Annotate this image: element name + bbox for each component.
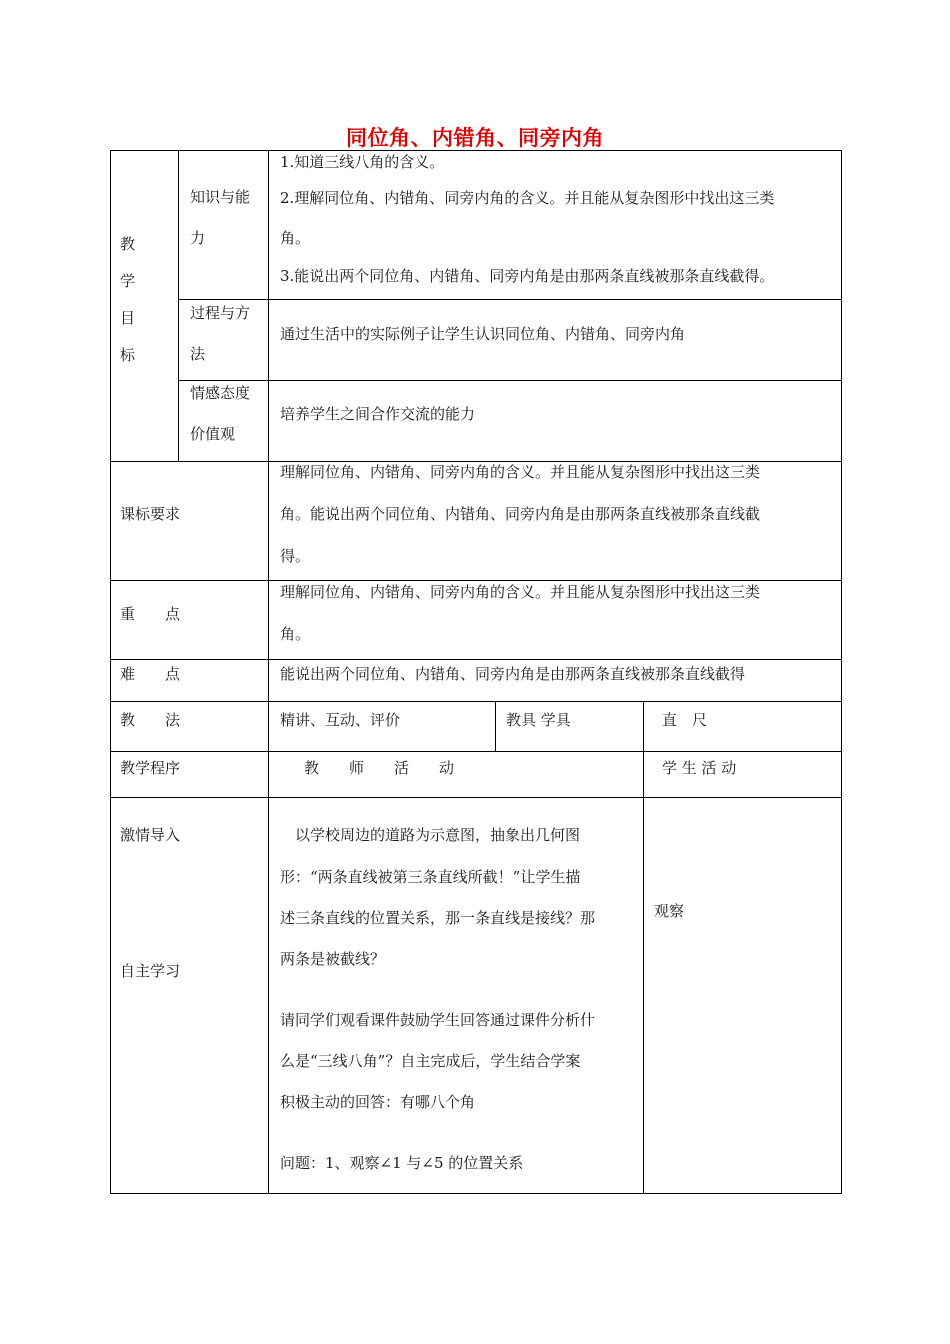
table-line bbox=[110, 701, 842, 702]
process-content: 通过生活中的实际例子让学生认识同位角、内错角、同旁内角 bbox=[280, 325, 686, 343]
intro-para1-line: 形：“两条直线被第三条直线所截！”让学生描 bbox=[280, 868, 581, 886]
intro-para2-line: 积极主动的回答：有哪八个角 bbox=[280, 1093, 476, 1111]
table-line bbox=[841, 150, 842, 1194]
difficulty-label: 难 点 bbox=[120, 665, 181, 683]
intro-para2-line: 请同学们观看课件鼓励学生回答通过课件分析什 bbox=[280, 1011, 596, 1029]
table-line bbox=[110, 150, 842, 151]
emotion-content: 培养学生之间合作交流的能力 bbox=[280, 405, 476, 423]
tools-value: 直 尺 bbox=[662, 711, 708, 729]
self-study-label: 自主学习 bbox=[120, 962, 181, 980]
table-line bbox=[110, 797, 842, 798]
table-line bbox=[178, 299, 842, 300]
objectives-label bbox=[120, 226, 140, 374]
knowledge-content-line: 角。 bbox=[280, 229, 311, 247]
knowledge-content-line: 3.能说出两个同位角、内错角、同旁内角是由那两条直线被那条直线截得。 bbox=[280, 267, 775, 285]
process-label-line2: 法 bbox=[190, 345, 206, 363]
process-label-line1: 过程与方 bbox=[190, 304, 251, 322]
tools-label: 教具 学具 bbox=[506, 711, 571, 729]
knowledge-label-line2: 力 bbox=[190, 229, 206, 247]
document-title: 同位角、内错角、同旁内角 bbox=[346, 126, 604, 150]
intro-para1-line: 两条是被截线？ bbox=[280, 950, 386, 968]
teacher-activity-header: 教 师 活 动 bbox=[304, 759, 455, 777]
knowledge-content-line: 2.理解同位角、内错角、同旁内角的含义。并且能从复杂图形中找出这三类 bbox=[280, 189, 775, 207]
standard-content-line: 得。 bbox=[280, 547, 311, 565]
knowledge-label-line1: 知识与能 bbox=[190, 188, 251, 206]
table-line bbox=[643, 701, 644, 1194]
intro-question: 问题：1、观察∠1 与∠5 的位置关系 bbox=[280, 1154, 524, 1172]
objectives-label-char: 学 bbox=[120, 272, 136, 290]
table-line bbox=[178, 380, 842, 381]
method-label: 教 法 bbox=[120, 711, 181, 729]
emotion-label-line2: 价值观 bbox=[190, 425, 236, 443]
key-point-content-line: 角。 bbox=[280, 625, 311, 643]
table-line bbox=[110, 150, 111, 1194]
intro-para1-line: 以学校周边的道路为示意图，抽象出几何图 bbox=[280, 826, 581, 844]
standard-content-line: 理解同位角、内错角、同旁内角的含义。并且能从复杂图形中找出这三类 bbox=[280, 463, 761, 481]
objectives-label-char: 目 bbox=[120, 309, 136, 327]
standard-content-line: 角。能说出两个同位角、内错角、同旁内角是由那两条直线被那条直线截 bbox=[280, 505, 761, 523]
intro-para2-line: 么是“三线八角”？自主完成后，学生结合学案 bbox=[280, 1052, 581, 1070]
intro-label: 激情导入 bbox=[120, 826, 181, 844]
table-line bbox=[110, 1193, 842, 1194]
procedure-label: 教学程序 bbox=[120, 759, 181, 777]
table-line bbox=[178, 150, 179, 461]
method-content: 精讲、互动、评价 bbox=[280, 711, 401, 729]
objectives-label-char: 标 bbox=[120, 346, 136, 364]
table-line bbox=[268, 150, 269, 1194]
emotion-label-line1: 情感态度 bbox=[190, 384, 251, 402]
key-point-label: 重 点 bbox=[120, 605, 181, 623]
student-note: 观察 bbox=[654, 902, 685, 920]
student-activity-header: 学 生 活 动 bbox=[662, 759, 737, 777]
knowledge-content-line: 1.知道三线八角的含义。 bbox=[280, 153, 445, 171]
standard-label: 课标要求 bbox=[120, 505, 181, 523]
difficulty-content: 能说出两个同位角、内错角、同旁内角是由那两条直线被那条直线截得 bbox=[280, 665, 746, 683]
table-line bbox=[495, 701, 496, 751]
intro-para1-line: 述三条直线的位置关系，那一条直线是接线？那 bbox=[280, 909, 596, 927]
objectives-label-char: 教 bbox=[120, 235, 136, 253]
key-point-content-line: 理解同位角、内错角、同旁内角的含义。并且能从复杂图形中找出这三类 bbox=[280, 583, 761, 601]
